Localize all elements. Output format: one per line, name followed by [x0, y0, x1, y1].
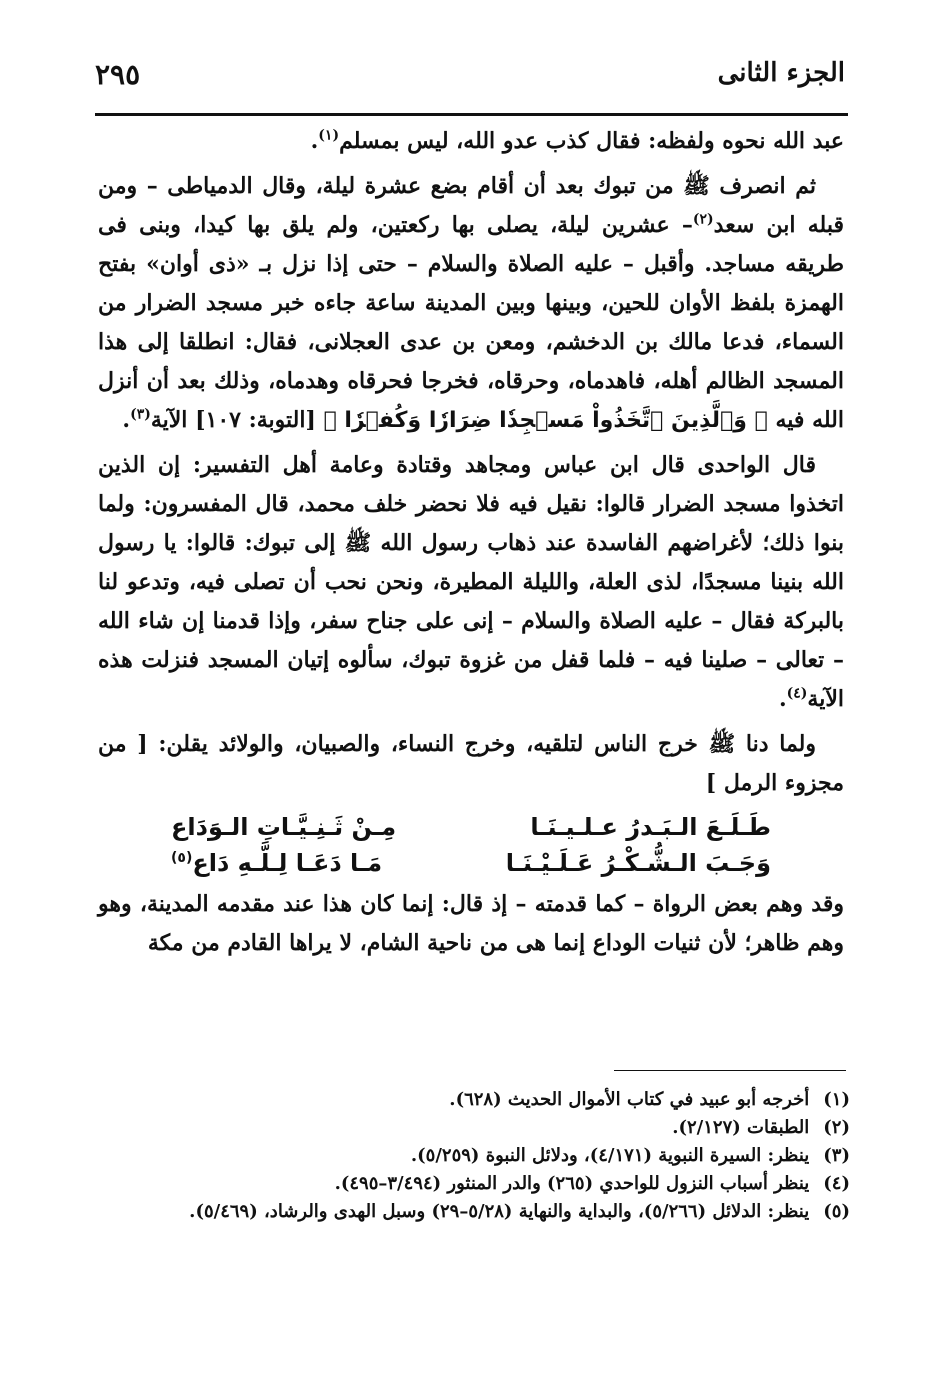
hemistich-second: مِـنْ ثَـنِـيَّـاتِ الـوَدَاع [171, 813, 397, 841]
hemistich-first: طَـلَـعَ الـبَـدرُ عـلـيـنَـا [530, 813, 771, 841]
running-head: الجزء الثانى [717, 58, 845, 88]
footnote-text: ينظر: السيرة النبوية (٤/١٧١)، ودلائل النبوة (٥/٢٥٩). [410, 1145, 810, 1166]
footnote-ref: (٣) [130, 406, 151, 423]
footnote-number: (١) [823, 1089, 850, 1110]
paragraph-1: عبد الله نحوه ولفظه: فقال كذب عدو الله، ليس بمسلم$^{(١)}$. [310, 127, 844, 154]
page-number: ٢٩٥ [95, 58, 141, 91]
footnote-number: (٥) [823, 1201, 850, 1222]
footnote-number: (٣) [823, 1145, 850, 1166]
poem [171, 809, 771, 881]
page-header [95, 52, 845, 112]
header-rule [95, 113, 848, 116]
footnote-item [110, 1142, 850, 1170]
paragraph-3: قال الواحدى قال ابن عباس ومجاهد وقتادة وعامة أهل التفسير: إن الذين اتخذوا مسجد الضرار قالوا: نقيل فيه فلا نحضر خلف محمد، قال المفسرون: ولما بنوا ذلك؛ لأغراضهم الفاسدة عند ذهاب رسول الله ﷺ إلى تبوك: قالوا: يا رسول الله بنينا مسجدًا، لذى العلة، والليلة المطيرة، ونحن نحب أن تصلى فيه، وتدعو لنا بالبركة فقال – عليه الصلاة والسلام – إنى على جناح سفر، وإذا قدمنا إن شاء الله – تعالى – صلينا فيه – فلما قفل من غزوة تبوك، سألوه إتيان المسجد فنزلت هذه الآية$^{(٤)}$. [98, 452, 844, 712]
footnote-number: (٢) [823, 1117, 850, 1138]
footnote-item [110, 1170, 850, 1198]
paragraph-2: ثم انصرف ﷺ من تبوك بعد أن أقام بضع عشرة ليلة، وقال الدمياطى – ومن قبله ابن سعد$^{(٢)}$– عشرين ليلة، يصلى بها ركعتين، ولم يلق بها كيدا، وبنى فى طريقه مساجد. وأقبل – عليه الصلاة والسلام – حتى إذا نزل بـ «ذى أوان» بفتح الهمزة بلفظ الأوان للحين، وبينها وبين المدينة ساعة جاءه خبر مسجد الضرار من السماء، فدعا مالك بن الدخشم، ومعن بن عدى العجلانى، فقال: انطلقا إلى هذا المسجد الظالم أهله، فاهدماه، وحرقاه، فخرجا فحرقاه وهدماه، وذلك بعد أن أنزل الله فيه ﴿ وَٱلَّذِينَ ٱتَّخَذُواْ مَسۡجِدٗا ضِرَارٗا وَكُفۡرٗا ﴾ [التوبة: ١٠٧] الآية$^{(٣)}$. [98, 173, 844, 433]
hemistich-first: وَجَـبَ الـشُّـكْـرُ عَـلَـيْـنَـا [505, 849, 771, 877]
quran-verse: ﴿ وَٱلَّذِينَ ٱتَّخَذُواْ مَسۡجِدٗا ضِرَارٗا وَكُفۡرٗا ﴾ [323, 408, 768, 433]
poem-verse [171, 845, 771, 881]
footnote-text: ينظر أسباب النزول للواحدي (٢٦٥) والدر المنثور (٣/٤٩٤–٤٩٥). [334, 1173, 810, 1194]
footnote-text: أخرجه أبو عبيد في كتاب الأموال الحديث (٦٢٨). [449, 1089, 810, 1110]
footnote-ref: (٢) [692, 211, 714, 228]
poem-verse [171, 809, 771, 845]
footnote-text: ينظر: الدلائل (٥/٢٦٦)، والبداية والنهاية (٥/٢٨–٢٩) وسبل الهدى والرشاد، (٥/٤٦٩). [189, 1201, 810, 1222]
paragraph-4: ولما دنا ﷺ خرج الناس لتلقيه، وخرج النساء، والصبيان، والولائد يقلن: [ من مجزوء الرمل ] [98, 731, 844, 796]
footnote-ref: (٤) [786, 685, 808, 702]
footnote-separator [614, 1070, 846, 1071]
footnote-item [110, 1114, 850, 1142]
main-text [98, 122, 844, 969]
footnote-number: (٤) [823, 1173, 850, 1194]
footnote-text: الطبقات (٢/١٢٧). [672, 1117, 810, 1138]
paragraph-5: وقد وهم بعض الرواة – كما قدمته – إذ قال: إنما كان هذا عند مقدمه المدينة، وهو وهم ظاهر؛ لأن ثنيات الوداع إنما هى من ناحية الشام، لا يراها القادم من مكة [98, 891, 844, 956]
hemistich-second: مَـا دَعَـا لِـلَّـهِ دَاع$^{(٥)}$ [171, 849, 383, 877]
footnote-item [110, 1198, 850, 1226]
footnotes [110, 1086, 850, 1226]
footnote-ref: (١) [318, 127, 340, 144]
footnote-ref: (٥) [171, 850, 193, 866]
footnote-item [110, 1086, 850, 1114]
